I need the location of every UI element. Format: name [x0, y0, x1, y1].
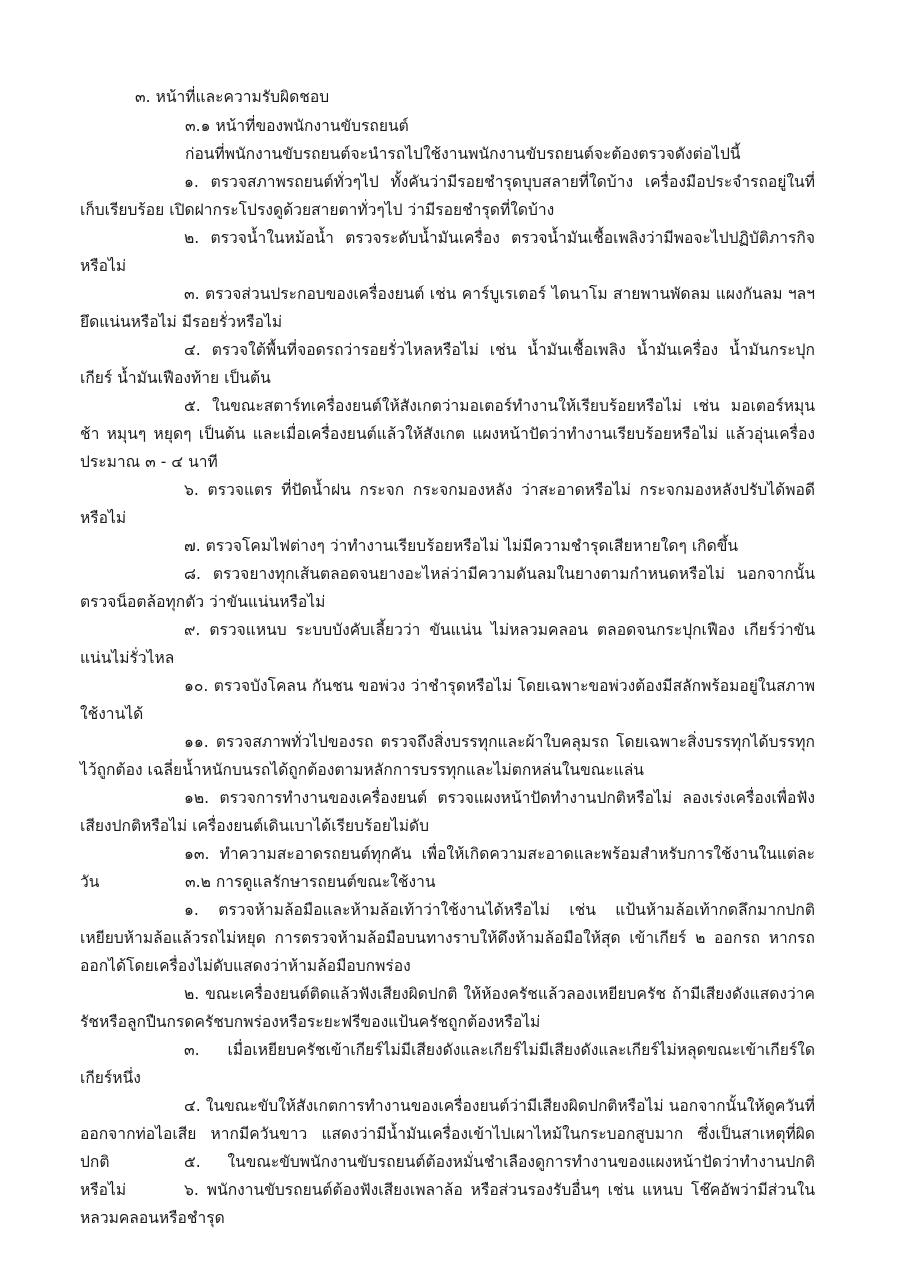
section-heading: ๓. หน้าที่และความรับผิดชอบ	[135, 88, 330, 106]
list-item: ๑๓. ทำความสะอาดรถยนต์ทุกคัน เพื่อให้เกิดความสะอาดและพร้อมสำหรับการใช้งานในแต่ละวัน	[80, 845, 815, 891]
list-item: ๒. ขณะเครื่องยนต์ติดแล้วฟังเสียงผิดปกติ ให้ห้องครัชแล้วลองเหยียบครัช ถ้ามีเสียงดังแสดงว่าครัชหรือลูกปืนกรดครัชบกพร่องหรือระยะฟรีของแป้นครัชถูกต้องหรือไม่	[80, 985, 815, 1031]
list-item: ๒. ตรวจน้ำในหม้อน้ำ ตรวจระดับน้ำมันเครื่อง ตรวจน้ำมันเชื้อเพลิงว่ามีพอจะไปปฏิบัติภารกิจหรือไม่	[80, 229, 815, 275]
list-item: ๕. ในขณะสตาร์ทเครื่องยนต์ให้สังเกตว่ามอเตอร์ทำงานให้เรียบร้อยหรือไม่ เช่น มอเตอร์หมุนช้า หมุนๆ หยุดๆ เป็นต้น และเมื่อเครื่องยนต์แล้วให้สังเกต แผงหน้าปัดว่าทำงานเรียบร้อยหรือไม่ แล้วอุ่นเครื่องประมาณ ๓ - ๔ นาที	[80, 397, 815, 471]
list-item: ๙. ตรวจแหนบ ระบบบังคับเลี้ยวว่า ขันแน่น ไม่หลวมคลอน ตลอดจนกระปุกเฟือง เกียร์ว่าขันแน่นไม่รั่วไหล	[80, 621, 815, 667]
list-item: ๖. ตรวจแตร ที่ปัดน้ำฝน กระจก กระจกมองหลัง ว่าสะอาดหรือไม่ กระจกมองหลังปรับได้พอดีหรือไม่	[80, 481, 815, 527]
list-item: ๓. ตรวจส่วนประกอบของเครื่องยนต์ เช่น คาร์บูเรเตอร์ ไดนาโม สายพานพัดลม แผงกันลม ฯลฯ ยึดแน่นหรือไม่ มีรอยรั่วหรือไม่	[80, 285, 815, 331]
list-item: ๗. ตรวจโคมไฟต่างๆ ว่าทำงานเรียบร้อยหรือไม่ ไม่มีความชำรุดเสียหายใดๆ เกิดขึ้น	[184, 537, 739, 555]
subsection-heading-3-2: ๓.๒ การดูแลรักษารถยนต์ขณะใช้งาน	[185, 873, 436, 891]
list-item: ๖. พนักงานขับรถยนต์ต้องฟังเสียงเพลาล้อ หรือส่วนรองรับอื่นๆ เช่น แหนบ โช๊คอัพว่ามีส่วนในหลวมคลอนหรือชำรุด	[80, 1181, 815, 1227]
list-item: ๑๒. ตรวจการทำงานของเครื่องยนต์ ตรวจแผงหน้าปัดทำงานปกติหรือไม่ ลองเร่งเครื่องเพื่อฟังเสียงปกติหรือไม่ เครื่องยนต์เดินเบาได้เรียบร้อยไม่ดับ	[80, 789, 815, 835]
subsection-heading-3-1: ๓.๑ หน้าที่ของพนักงานขับรถยนต์	[185, 117, 409, 135]
list-item: ๕. ในขณะขับพนักงานขับรถยนต์ต้องหมั่นชำเลืองดูการทำงานของแผงหน้าปัดว่าทำงานปกติหรือไม่	[80, 1153, 815, 1199]
list-item: ๑๐. ตรวจบังโคลน กันชน ขอพ่วง ว่าชำรุดหรือไม่ โดยเฉพาะขอพ่วงต้องมีสลักพร้อมอยู่ในสภาพใช้งานได้	[80, 677, 815, 723]
list-item: ๔. ตรวจใต้พื้นที่จอดรถว่ารอยรั่วไหลหรือไม่ เช่น น้ำมันเชื้อเพลิง น้ำมันเครื่อง น้ำมันกระปุกเกียร์ น้ำมันเฟืองท้าย เป็นต้น	[80, 341, 815, 387]
list-item: ๘. ตรวจยางทุกเส้นตลอดจนยางอะไหล่ว่ามีความดันลมในยางตามกำหนดหรือไม่ นอกจากนั้นตรวจน็อตล้อทุกตัว ว่าขันแน่นหรือไม่	[80, 565, 815, 611]
subsection-intro: ก่อนที่พนักงานขับรถยนต์จะนำรถไปใช้งานพนักงานขับรถยนต์จะต้องตรวจดังต่อไปนี้	[185, 145, 741, 163]
list-item: ๑. ตรวจสภาพรถยนต์ทั่วๆไป ทั้งคันว่ามีรอยชำรุดบุบสลายที่ใดบ้าง เครื่องมือประจำรถอยู่ในที่เก็บเรียบร้อย เปิดฝากระโปรงดูด้วยสายตาทั่วๆไป ว่ามีรอยชำรุดที่ใดบ้าง	[80, 173, 815, 219]
list-item: ๔. ในขณะขับให้สังเกตการทำงานของเครื่องยนต์ว่ามีเสียงผิดปกติหรือไม่ นอกจากนั้นให้ดูควันที่ออกจากท่อไอเสีย หากมีควันขาว แสดงว่ามีน้ำมันเครื่องเข้าไปเผาไหม้ในกระบอกสูบมาก ซึ่งเป็นสาเหตุที่ผิดปกติ	[80, 1097, 815, 1171]
list-item: ๑. ตรวจห้ามล้อมือและห้ามล้อเท้าว่าใช้งานได้หรือไม่ เช่น แป้นห้ามล้อเท้ากดลึกมากปกติ เหยียบห้ามล้อแล้วรถไม่หยุด การตรวจห้ามล้อมือบนทางราบให้ดึงห้ามล้อมือให้สุด เข้าเกียร์ ๒ ออกรถ หากรถออกได้โดยเครื่องไม่ดับแสดงว่าห้ามล้อมือบกพร่อง	[80, 901, 815, 975]
list-item: ๓. เมื่อเหยียบครัชเข้าเกียร์ไม่มีเสียงดังและเกียร์ไม่มีเสียงดังและเกียร์ไม่หลุดขณะเข้าเกียร์ใดเกียร์หนึ่ง	[80, 1041, 815, 1087]
list-item: ๑๑. ตรวจสภาพทั่วไปของรถ ตรวจถึงสิ่งบรรทุกและผ้าใบคลุมรถ โดยเฉพาะสิ่งบรรทุกได้บรรทุกไว้ถูกต้อง เฉลี่ยน้ำหนักบนรถได้ถูกต้องตามหลักการบรรทุกและไม่ตกหล่นในขณะแล่น	[80, 733, 815, 779]
